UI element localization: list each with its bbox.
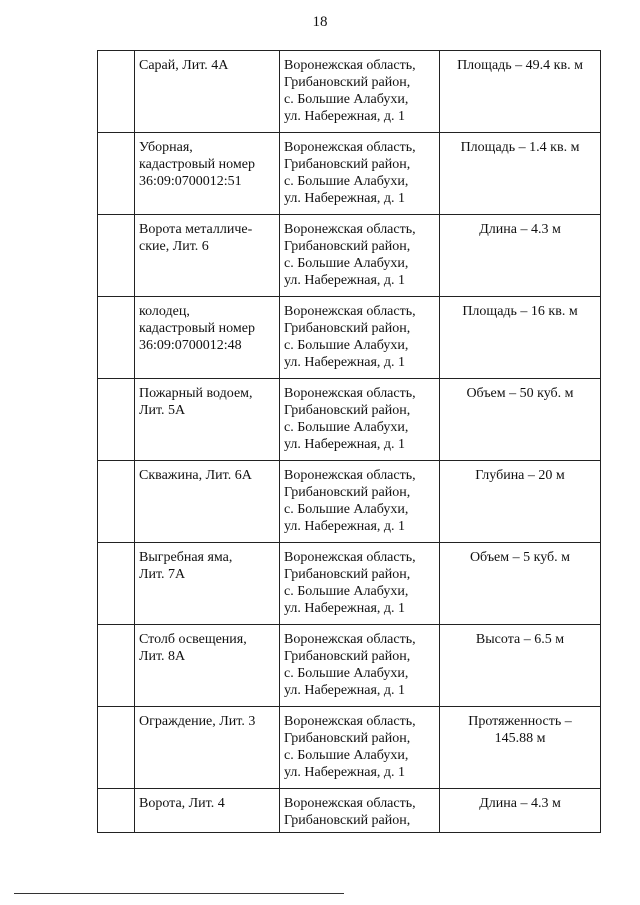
characteristic-line: Площадь – 49.4 кв. м [457, 58, 583, 73]
characteristic-cell [440, 297, 601, 379]
characteristic-cell [440, 215, 601, 297]
address-line: Воронежская область, [284, 796, 416, 811]
object-name-cell [135, 133, 280, 215]
address-line: Грибановский район, [284, 567, 411, 582]
address-line: Грибановский район, [284, 813, 411, 828]
address-line: с. Большие Алабухи, [284, 502, 409, 517]
property-table-body [98, 51, 601, 833]
characteristic-line: Глубина – 20 м [475, 468, 565, 483]
address-line: ул. Набережная, д. 1 [284, 683, 406, 698]
address-cell [280, 789, 440, 833]
row-number-cell [98, 789, 135, 833]
object-name-cell [135, 461, 280, 543]
object-name-line: ские, Лит. 6 [139, 239, 209, 254]
row-number-cell [98, 51, 135, 133]
table-row [98, 379, 601, 461]
row-number-cell [98, 215, 135, 297]
address-line: ул. Набережная, д. 1 [284, 355, 406, 370]
address-line: Грибановский район, [284, 403, 411, 418]
object-name-cell [135, 51, 280, 133]
row-number-cell [98, 543, 135, 625]
address-line: ул. Набережная, д. 1 [284, 109, 406, 124]
address-cell [280, 133, 440, 215]
address-line: Воронежская область, [284, 386, 416, 401]
address-line: ул. Набережная, д. 1 [284, 273, 406, 288]
table-row [98, 707, 601, 789]
characteristic-cell [440, 789, 601, 833]
address-line: Воронежская область, [284, 304, 416, 319]
address-line: Грибановский район, [284, 75, 411, 90]
address-line: Воронежская область, [284, 140, 416, 155]
object-name-line: колодец, [139, 304, 190, 319]
page-number: 18 [312, 14, 328, 30]
table-row [98, 215, 601, 297]
object-name-line: Столб освещения, [139, 632, 247, 647]
table-row [98, 297, 601, 379]
address-cell [280, 379, 440, 461]
address-line: ул. Набережная, д. 1 [284, 601, 406, 616]
object-name-line: кадастровый номер [139, 157, 255, 172]
characteristic-line: Площадь – 16 кв. м [462, 304, 578, 319]
characteristic-line: Площадь – 1.4 кв. м [460, 140, 580, 155]
object-name-cell [135, 215, 280, 297]
table-row [98, 461, 601, 543]
object-name-cell [135, 297, 280, 379]
address-line: с. Большие Алабухи, [284, 420, 409, 435]
object-name-line: Уборная, [139, 140, 193, 155]
address-cell [280, 707, 440, 789]
table-row [98, 625, 601, 707]
address-line: Воронежская область, [284, 714, 416, 729]
characteristic-line: 145.88 м [494, 731, 546, 746]
characteristic-line: Высота – 6.5 м [475, 632, 565, 647]
table-row [98, 789, 601, 833]
characteristic-line: Протяженность – [468, 714, 572, 729]
table-row [98, 133, 601, 215]
characteristic-line: Объем – 5 куб. м [469, 550, 571, 565]
address-line: Воронежская область, [284, 58, 416, 73]
address-line: Грибановский район, [284, 731, 411, 746]
row-number-cell [98, 297, 135, 379]
address-line: Грибановский район, [284, 321, 411, 336]
row-number-cell [98, 625, 135, 707]
address-line: с. Большие Алабухи, [284, 666, 409, 681]
address-line: Грибановский район, [284, 239, 411, 254]
table-row [98, 51, 601, 133]
row-number-cell [98, 461, 135, 543]
address-cell [280, 297, 440, 379]
address-line: с. Большие Алабухи, [284, 584, 409, 599]
characteristic-cell [440, 379, 601, 461]
address-line: Воронежская область, [284, 222, 416, 237]
address-line: ул. Набережная, д. 1 [284, 519, 406, 534]
object-name-line: Лит. 7А [139, 567, 186, 582]
object-name-line: Скважина, Лит. 6А [139, 468, 252, 483]
address-cell [280, 461, 440, 543]
row-number-cell [98, 379, 135, 461]
address-line: ул. Набережная, д. 1 [284, 765, 406, 780]
object-name-cell [135, 707, 280, 789]
address-cell [280, 51, 440, 133]
footer-rule [14, 893, 344, 894]
address-line: с. Большие Алабухи, [284, 92, 409, 107]
object-name-line: Ограждение, Лит. 3 [139, 714, 256, 729]
object-name-line: кадастровый номер [139, 321, 255, 336]
characteristic-cell [440, 51, 601, 133]
address-line: ул. Набережная, д. 1 [284, 437, 406, 452]
characteristic-cell [440, 133, 601, 215]
address-cell [280, 543, 440, 625]
address-line: Воронежская область, [284, 550, 416, 565]
characteristic-cell [440, 625, 601, 707]
object-name-cell [135, 543, 280, 625]
address-line: с. Большие Алабухи, [284, 748, 409, 763]
characteristic-cell [440, 461, 601, 543]
address-cell [280, 215, 440, 297]
address-line: Грибановский район, [284, 157, 411, 172]
address-line: Грибановский район, [284, 485, 411, 500]
object-name-cell [135, 789, 280, 833]
property-table [97, 50, 601, 833]
object-name-line: Пожарный водоем, [139, 386, 253, 401]
address-line: Грибановский район, [284, 649, 411, 664]
object-name-cell [135, 379, 280, 461]
object-name-line: Сарай, Лит. 4А [139, 58, 229, 73]
address-line: с. Большие Алабухи, [284, 338, 409, 353]
table-row [98, 543, 601, 625]
address-line: с. Большие Алабухи, [284, 174, 409, 189]
characteristic-line: Объем – 50 куб. м [466, 386, 574, 401]
address-line: ул. Набережная, д. 1 [284, 191, 406, 206]
characteristic-line: Длина – 4.3 м [479, 222, 561, 237]
object-name-cell [135, 625, 280, 707]
address-line: Воронежская область, [284, 468, 416, 483]
row-number-cell [98, 133, 135, 215]
address-line: Воронежская область, [284, 632, 416, 647]
object-name-line: Ворота металличе- [139, 222, 253, 237]
address-line: с. Большие Алабухи, [284, 256, 409, 271]
object-name-line: Выгребная яма, [139, 550, 233, 565]
object-name-line: Ворота, Лит. 4 [139, 796, 225, 811]
object-name-line: Лит. 8А [139, 649, 186, 664]
object-name-line: 36:09:0700012:51 [139, 174, 242, 189]
characteristic-cell [440, 543, 601, 625]
row-number-cell [98, 707, 135, 789]
object-name-line: Лит. 5А [139, 403, 186, 418]
characteristic-cell [440, 707, 601, 789]
object-name-line: 36:09:0700012:48 [139, 338, 242, 353]
address-cell [280, 625, 440, 707]
characteristic-line: Длина – 4.3 м [479, 796, 561, 811]
